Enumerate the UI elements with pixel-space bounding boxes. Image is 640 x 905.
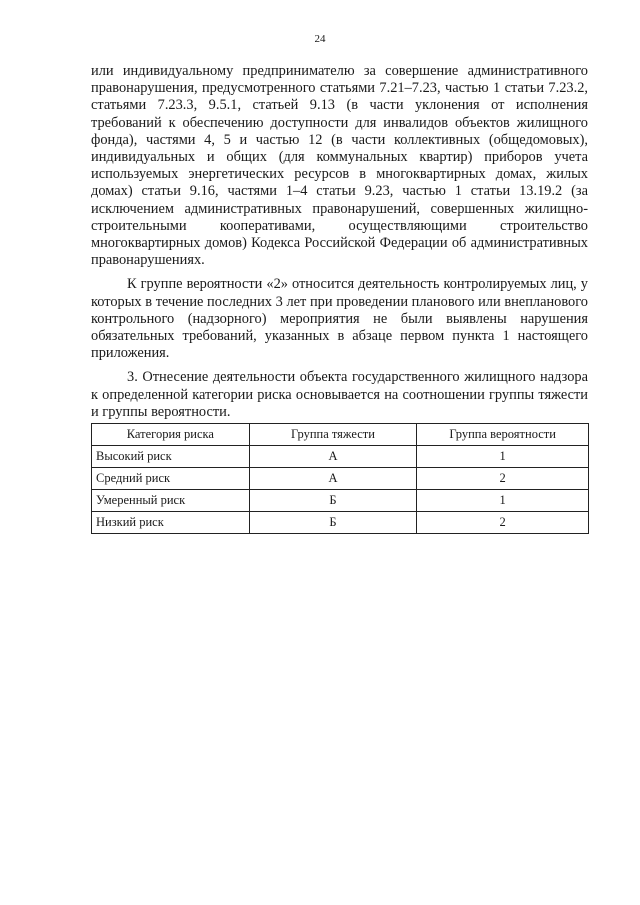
paragraph-risk-category: 3. Отнесение деятельности объекта государственного жилищного надзора к определенной категории риска основывается на соотношении группы тяжести и группы вероятности.	[91, 369, 588, 420]
risk-table	[91, 423, 589, 534]
probability-group-cell: 1	[417, 490, 589, 512]
table-row	[92, 468, 589, 490]
severity-group-cell: Б	[249, 490, 417, 512]
risk-category-cell: Высокий риск	[92, 446, 250, 468]
column-header-probability-group: Группа вероятности	[417, 424, 589, 446]
severity-group-cell: А	[249, 446, 417, 468]
severity-group-cell: А	[249, 468, 417, 490]
paragraph-continuation: или индивидуальному предпринимателю за совершение административного правонарушения, предусмотренного статьями 7.21–7.23, частью 1 статьи 7.23.2, статьями 7.23.3, 9.5.1, статьей 9.13 (в части уклонения от исполнения требований к обеспечению доступности для инвалидов объектов жилищного фонда), частями 4, 5 и частью 12 (в части коллективных (общедомовых), индивидуальных и общих (для коммунальных квартир) приборов учета используемых энергетических ресурсов в многоквартирных домах, жилых домах) статьи 9.16, частями 1–4 статьи 9.23, частью 1 статьи 13.19.2 (за исключением административных правонарушений, совершенных жилищно-строительными кооперативами, осуществляющими строительство многоквартирных домов) Кодекса Российской Федерации об административных правонарушениях.	[91, 63, 588, 269]
severity-group-cell: Б	[249, 512, 417, 534]
probability-group-cell: 2	[417, 512, 589, 534]
risk-category-cell: Средний риск	[92, 468, 250, 490]
table-header-row	[92, 424, 589, 446]
probability-group-cell: 2	[417, 468, 589, 490]
table-row	[92, 446, 589, 468]
page-number: 24	[314, 33, 326, 45]
risk-category-cell: Умеренный риск	[92, 490, 250, 512]
probability-group-cell: 1	[417, 446, 589, 468]
table-row	[92, 512, 589, 534]
table-row	[92, 490, 589, 512]
body-text	[91, 63, 588, 421]
risk-category-cell: Низкий риск	[92, 512, 250, 534]
column-header-severity-group: Группа тяжести	[249, 424, 417, 446]
column-header-risk-category: Категория риска	[92, 424, 250, 446]
paragraph-probability-group: К группе вероятности «2» относится деятельность контролируемых лиц, у которых в течение последних 3 лет при проведении планового или внепланового контрольного (надзорного) мероприятия не были выявлены нарушения обязательных требований, указанных в абзаце первом пункта 1 настоящего приложения.	[91, 276, 588, 362]
